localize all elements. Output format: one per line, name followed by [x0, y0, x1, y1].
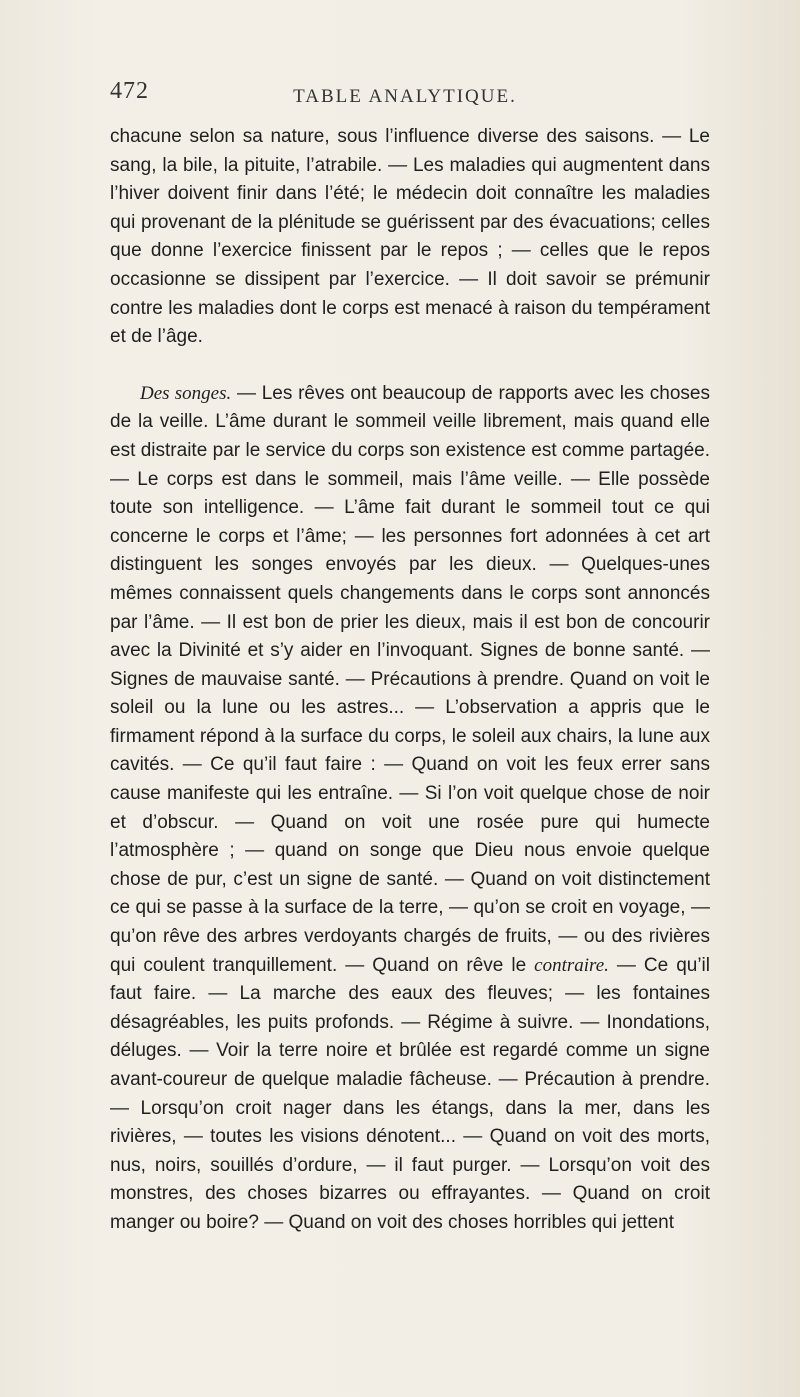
page-header	[100, 78, 710, 118]
italic-word: contraire.	[534, 954, 609, 976]
section-title: Des songes.	[140, 382, 232, 404]
paragraph-one: chacune selon sa nature, sous l’influence diverse des saisons. — Le sang, la bile, la pituite, l’atrabile. — Les maladies qui augmentent dans l’hiver doivent finir dans l’été; le médecin doit connaître les maladies qui provenant de la plénitude se guérissent par des évacuations; celles que donne l’exercice finissent par le repos ; — celles que le repos occasionne se dissipent par l’exercice. — Il doit savoir se prémunir contre les maladies dont le corps est menacé à raison du tempérament et de l’âge.	[110, 126, 710, 348]
paragraph-two	[110, 380, 710, 1238]
running-title: TABLE ANALYTIQUE.	[293, 86, 517, 107]
paragraph-two-text-a: — Les rêves ont beaucoup de rapports avec les choses de la veille. L’âme durant le sommeil veille librement, mais quand elle est distraite par le service du corps son existence est comme partagée. — Le corps est dans le sommeil, mais l’âme veille. — Elle possède toute son intelligence. — L’âme fait durant le sommeil tout ce qui concerne le corps et l’âme; — les personnes fort adonnées à cet art distinguent les songes envoyés par les dieux. — Quelques-unes mêmes connaissent quels changements dans le corps sont annoncés par l’âme. — Il est bon de prier les dieux, mais il est bon de concourir avec la Divinité et s’y aider en l’invoquant. Signes de bonne santé. — Signes de mauvaise santé. — Précautions à prendre. Quand on voit le soleil ou la lune ou les astres... — L’observation a appris que le firmament répond à la surface du corps, le soleil aux chairs, la lune aux cavités. — Ce qu’il faut faire : — Quand on voit les feux errer sans cause manifeste qui les entraîne. — Si l’on voit quelque chose de noir et d’obscur. — Quand on voit une rosée pure qui humecte l’atmosphère ; — quand on songe que Dieu nous envoie quelque chose de pur, c’est un signe de santé. — Quand on voit distinctement ce qui se passe à la surface de la terre, — qu’on se croit en voyage, — qu’on rêve des arbres verdoyants chargés de fruits, — ou des rivières qui coulent tranquillement. — Quand on rêve le	[110, 382, 710, 976]
body-text	[110, 123, 710, 1238]
page-number: 472	[110, 78, 149, 104]
paragraph-two-text-b: — Ce qu’il faut faire. — La marche des eaux des fleuves; — les fontaines désagréables, les puits profonds. — Régime à suivre. — Inondations, déluges. — Voir la terre noire et brûlée est regardé comme un signe avant-coureur de quelque maladie fâcheuse. — Précaution à prendre. — Lorsqu’on croit nager dans les étangs, dans la mer, dans les rivières, — toutes les visions dénotent... — Quand on voit des morts, nus, noirs, souillés d’ordure, — il faut purger. — Lorsqu’on voit des monstres, des choses bizarres ou effrayantes. — Quand on croit manger ou boire? — Quand on voit des choses horribles qui jettent	[110, 954, 710, 1233]
